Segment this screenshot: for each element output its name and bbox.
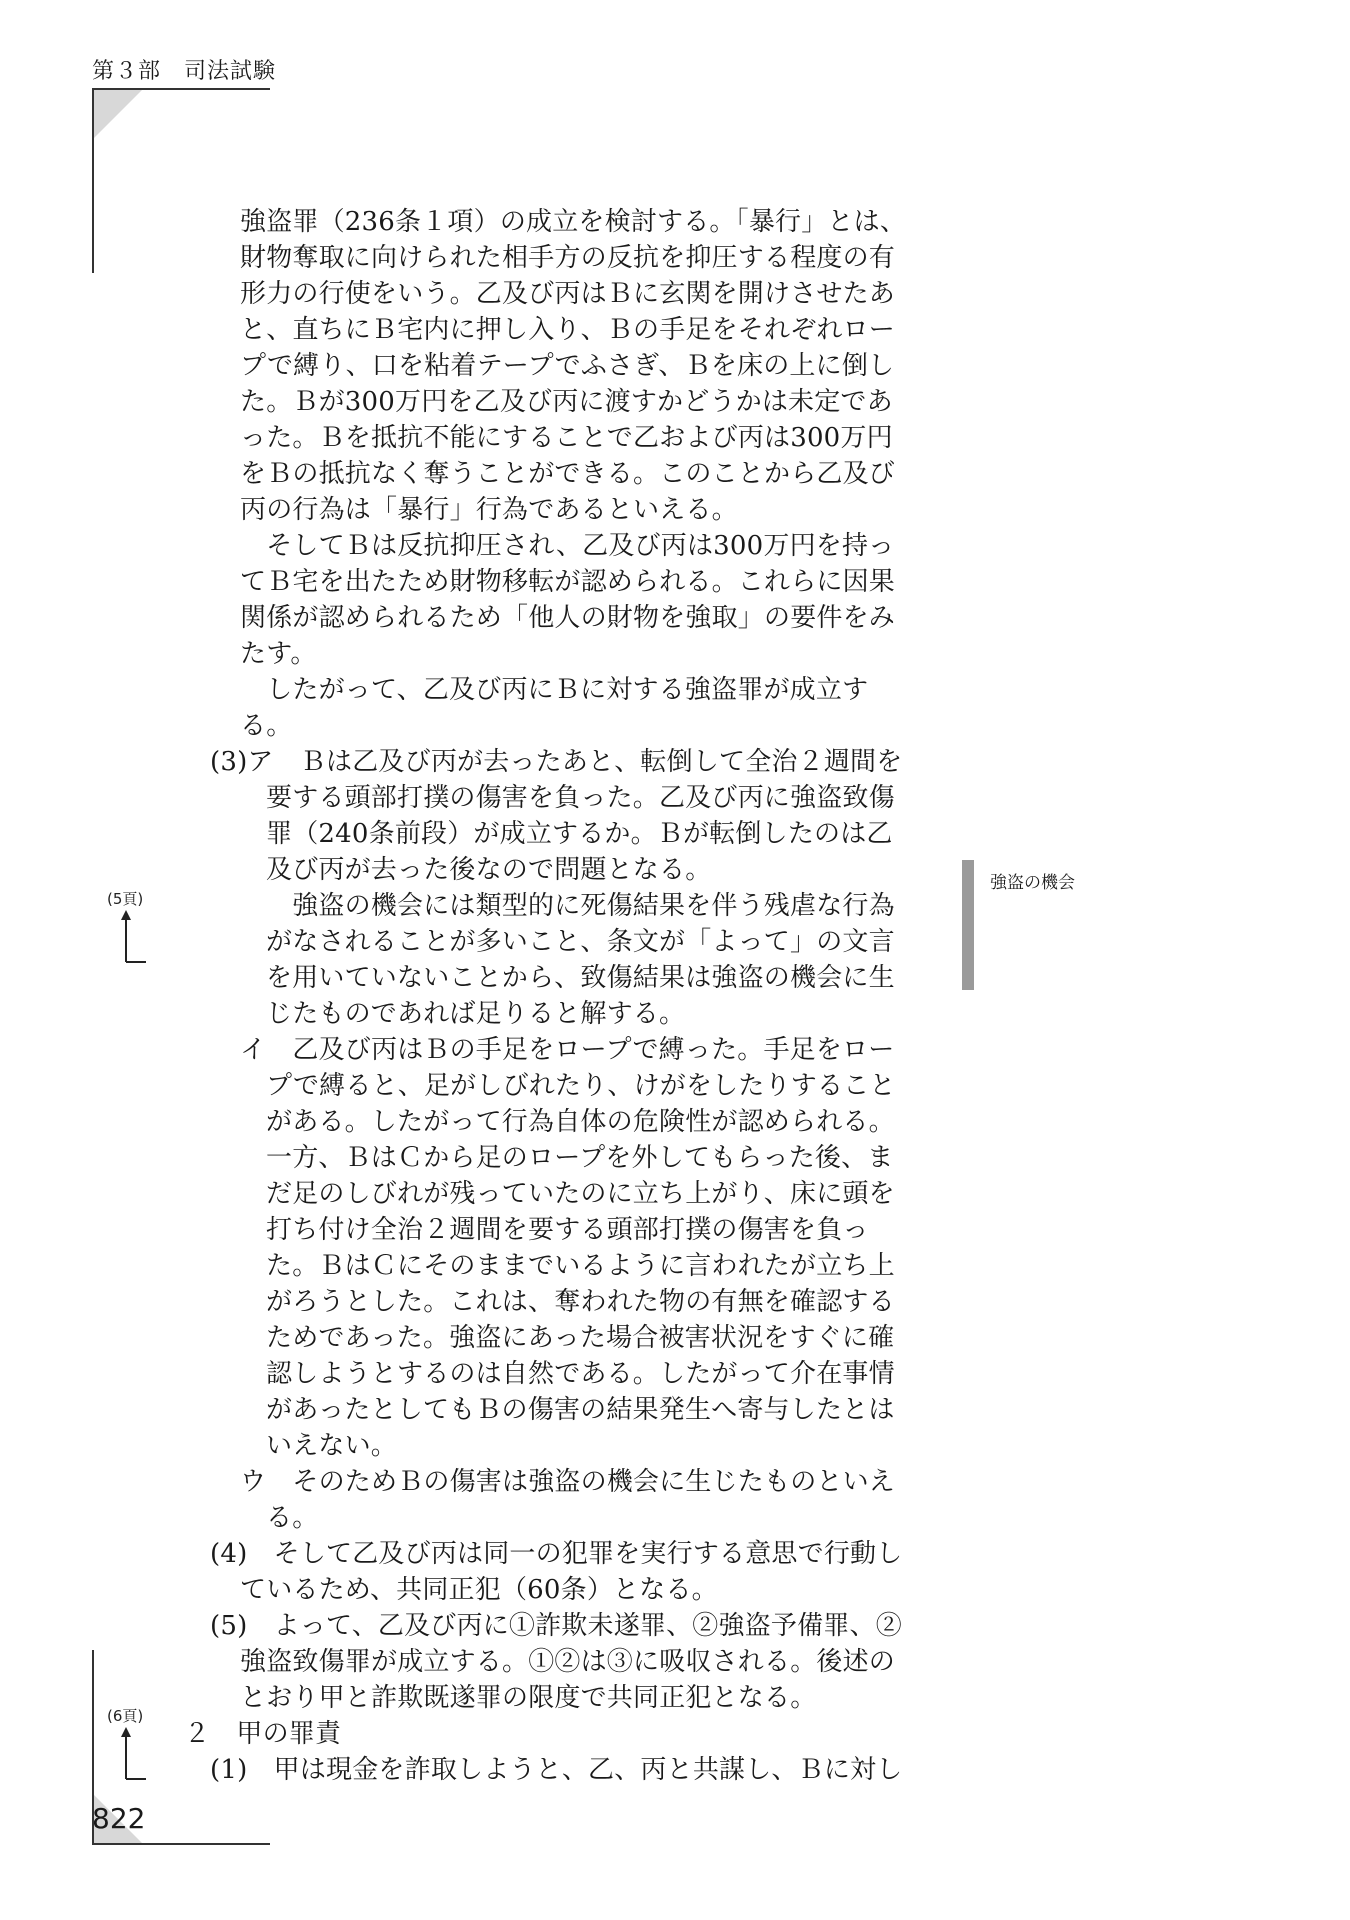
text-line: とおり甲と詐欺既遂罪の限度で共同正犯となる。 [240,1683,817,1713]
text-line: 認しようとするのは自然である。したがって介在事情 [266,1359,895,1389]
page-ref-6: (6頁) [107,1707,144,1725]
text-line: 及び丙が去った後なので問題となる。 [266,855,712,885]
text-line: イ 乙及び丙はＢの手足をロープで縛った。手足をロー [240,1035,895,1065]
text-line: てＢ宅を出たため財物移転が認められる。これらに因果 [240,567,896,597]
text-line: (3)ア Ｂは乙及び丙が去ったあと、転倒して全治２週間を [210,747,903,777]
text-line: 強盗致傷罪が成立する。①②は③に吸収される。後述の [240,1647,896,1677]
page-number: 822 [92,1802,146,1835]
text-line: と、直ちにＢ宅内に押し入り、Ｂの手足をそれぞれロー [240,315,896,345]
text-line: った。Ｂを抵抗不能にすることで乙および丙は300万円 [240,423,893,453]
text-line: ているため、共同正犯（60条）となる。 [240,1575,718,1605]
ref-arrow-icon [120,910,146,970]
text-line: (4) そして乙及び丙は同一の犯罪を実行する意思で行動し [210,1539,903,1569]
text-line: 要する頭部打撲の傷害を負った。乙及び丙に強盗致傷 [266,783,895,813]
text-line: 形力の行使をいう。乙及び丙はＢに玄関を開けさせたあ [240,279,896,309]
running-header: 第３部 司法試験 [92,59,277,84]
ref-arrow-icon [120,1727,146,1787]
bottom-frame-line [92,1843,270,1845]
text-line: 財物奪取に向けられた相手方の反抗を抑圧する程度の有 [240,243,896,273]
page-ref-5: (5頁) [107,890,144,908]
text-line: 罪（240条前段）が成立するか。Ｂが転倒したのは乙 [266,819,893,849]
text-line: 強盗罪（236条１項）の成立を検討する。「暴行」とは、 [240,207,907,237]
top-corner-triangle [94,90,142,138]
text-line: 強盗の機会には類型的に死傷結果を伴う残虐な行為 [266,891,895,921]
text-line: ２ 甲の罪責 [184,1719,342,1749]
text-line: 一方、ＢはＣから足のロープを外してもらった後、ま [266,1143,894,1173]
text-line: プで縛ると、足がしびれたり、けがをしたりすること [266,1071,896,1101]
text-line: たす。 [240,639,317,669]
text-line: (5) よって、乙及び丙に①詐欺未遂罪、②強盗予備罪、② [210,1611,902,1641]
text-line: ためであった。強盗にあった場合被害状況をすぐに確 [266,1323,895,1353]
text-line: をＢの抵抗なく奪うことができる。このことから乙及び [240,459,896,489]
text-line: したがって、乙及び丙にＢに対する強盗罪が成立す [240,675,869,705]
margin-note-label: 強盗の機会 [990,873,1075,893]
text-line: いえない。 [266,1431,398,1461]
text-line: る。 [266,1503,319,1533]
text-line: 打ち付け全治２週間を要する頭部打撲の傷害を負っ [266,1215,869,1245]
text-line: がなされることが多いこと、条文が「よって」の文言 [266,927,895,957]
text-line: 丙の行為は「暴行」行為であるといえる。 [240,495,738,525]
text-line: がろうとした。これは、奪われた物の有無を確認する [266,1287,895,1317]
text-line: 関係が認められるため「他人の財物を強取」の要件をみ [240,603,896,633]
text-line: (1) 甲は現金を詐取しようと、乙、丙と共謀し、Ｂに対し [210,1755,903,1785]
text-line: ウ そのためＢの傷害は強盗の機会に生じたものといえ [240,1467,896,1497]
text-line: る。 [240,711,293,741]
text-line: じたものであれば足りると解する。 [266,999,686,1029]
text-line: そしてＢは反抗抑圧され、乙及び丙は300万円を持っ [240,531,895,561]
text-line: プで縛り、口を粘着テープでふさぎ、Ｂを床の上に倒し [240,351,895,381]
text-line: た。Ｂが300万円を乙及び丙に渡すかどうかは未定であ [240,387,893,417]
text-line: た。ＢはＣにそのままでいるように言われたが立ち上 [266,1251,895,1281]
text-line: を用いていないことから、致傷結果は強盗の機会に生 [266,963,895,993]
text-line: だ足のしびれが残っていたのに立ち上がり、床に頭を [266,1179,895,1209]
margin-note-bar [962,860,974,990]
text-line: がある。したがって行為自体の危険性が認められる。 [266,1107,895,1137]
text-line: があったとしてもＢの傷害の結果発生へ寄与したとは [266,1395,895,1425]
